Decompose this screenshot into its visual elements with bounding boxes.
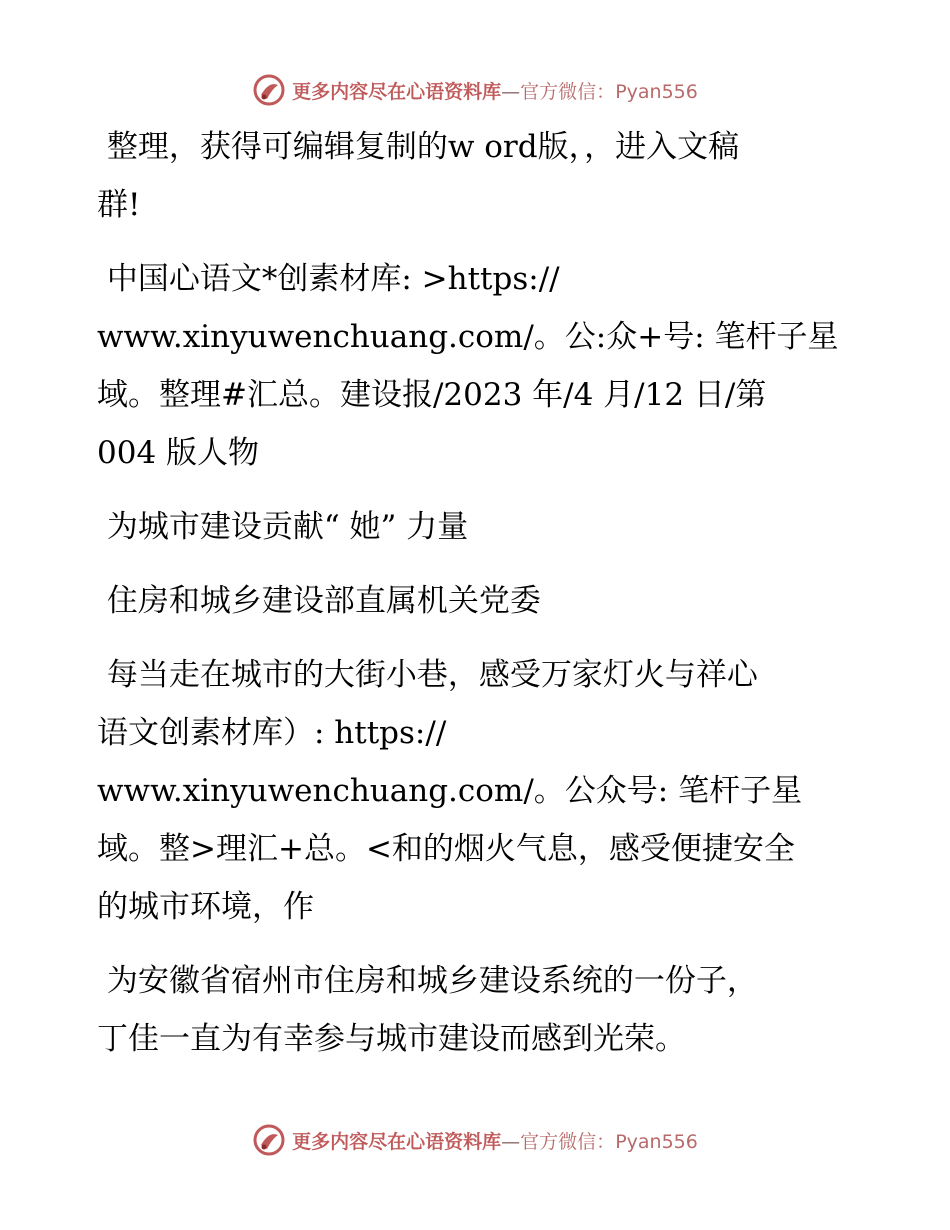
brush-swirl-logo-icon [252, 73, 286, 107]
header-wechat-label: 官方微信： [520, 80, 616, 103]
header-brand: 更多内容尽在心语资料库 [292, 80, 502, 103]
paragraph-line: 丁佳一直为有幸参与城市建设而感到光荣。 [97, 1021, 686, 1057]
paragraph [97, 646, 837, 936]
paragraph-line: 中国心语文*创素材库: >https:// [97, 261, 560, 297]
header-wechat-id: Pyan556 [615, 80, 698, 103]
paragraph [97, 118, 837, 234]
paragraph-line: www.xinyuwenchuang.com/。公众号: 笔杆子星 [97, 773, 803, 809]
footer-watermark [0, 1120, 950, 1160]
paragraph-line: 整理，获得可编辑复制的w ord版，，进入文稿 [97, 129, 740, 165]
paragraph-line: 住房和城乡建设部直属机关党委 [97, 583, 541, 619]
paragraph-line: 域。整>理汇+总。<和的烟火气息，感受便捷安全 [97, 831, 795, 867]
paragraph-line: 域。整理#汇总。建设报/2023 年/4 月/12 日/第 [97, 377, 767, 413]
paragraph-line: 的城市环境，作 [97, 889, 314, 925]
header-watermark-text [292, 77, 698, 104]
paragraph [97, 498, 837, 556]
footer-brand: 更多内容尽在心语资料库 [292, 1130, 502, 1153]
paragraph-line: 为安徽省宿州市住房和城乡建设系统的一份子， [97, 963, 758, 999]
footer-separator: — [501, 1130, 521, 1153]
paragraph-line: 每当走在城市的大街小巷，感受万家灯火与祥心 [97, 657, 758, 693]
document-body [97, 118, 837, 1084]
paragraph [97, 572, 837, 630]
paragraph-line: www.xinyuwenchuang.com/。公:众+号: 笔杆子星 [97, 319, 839, 355]
paragraph [97, 952, 837, 1068]
paragraph-line: 语文创素材库）: https:// [97, 715, 447, 751]
header-separator: — [501, 80, 521, 103]
footer-watermark-text [292, 1127, 698, 1154]
footer-wechat-id: Pyan556 [615, 1130, 698, 1153]
paragraph [97, 250, 837, 482]
paragraph-line: 004 版人物 [97, 435, 260, 471]
paragraph-line: 为城市建设贡献“ 她” 力量 [97, 509, 469, 545]
header-watermark [0, 70, 950, 110]
brush-swirl-logo-icon [252, 1123, 286, 1157]
footer-wechat-label: 官方微信： [520, 1130, 616, 1153]
paragraph-line: 群! [97, 187, 141, 223]
